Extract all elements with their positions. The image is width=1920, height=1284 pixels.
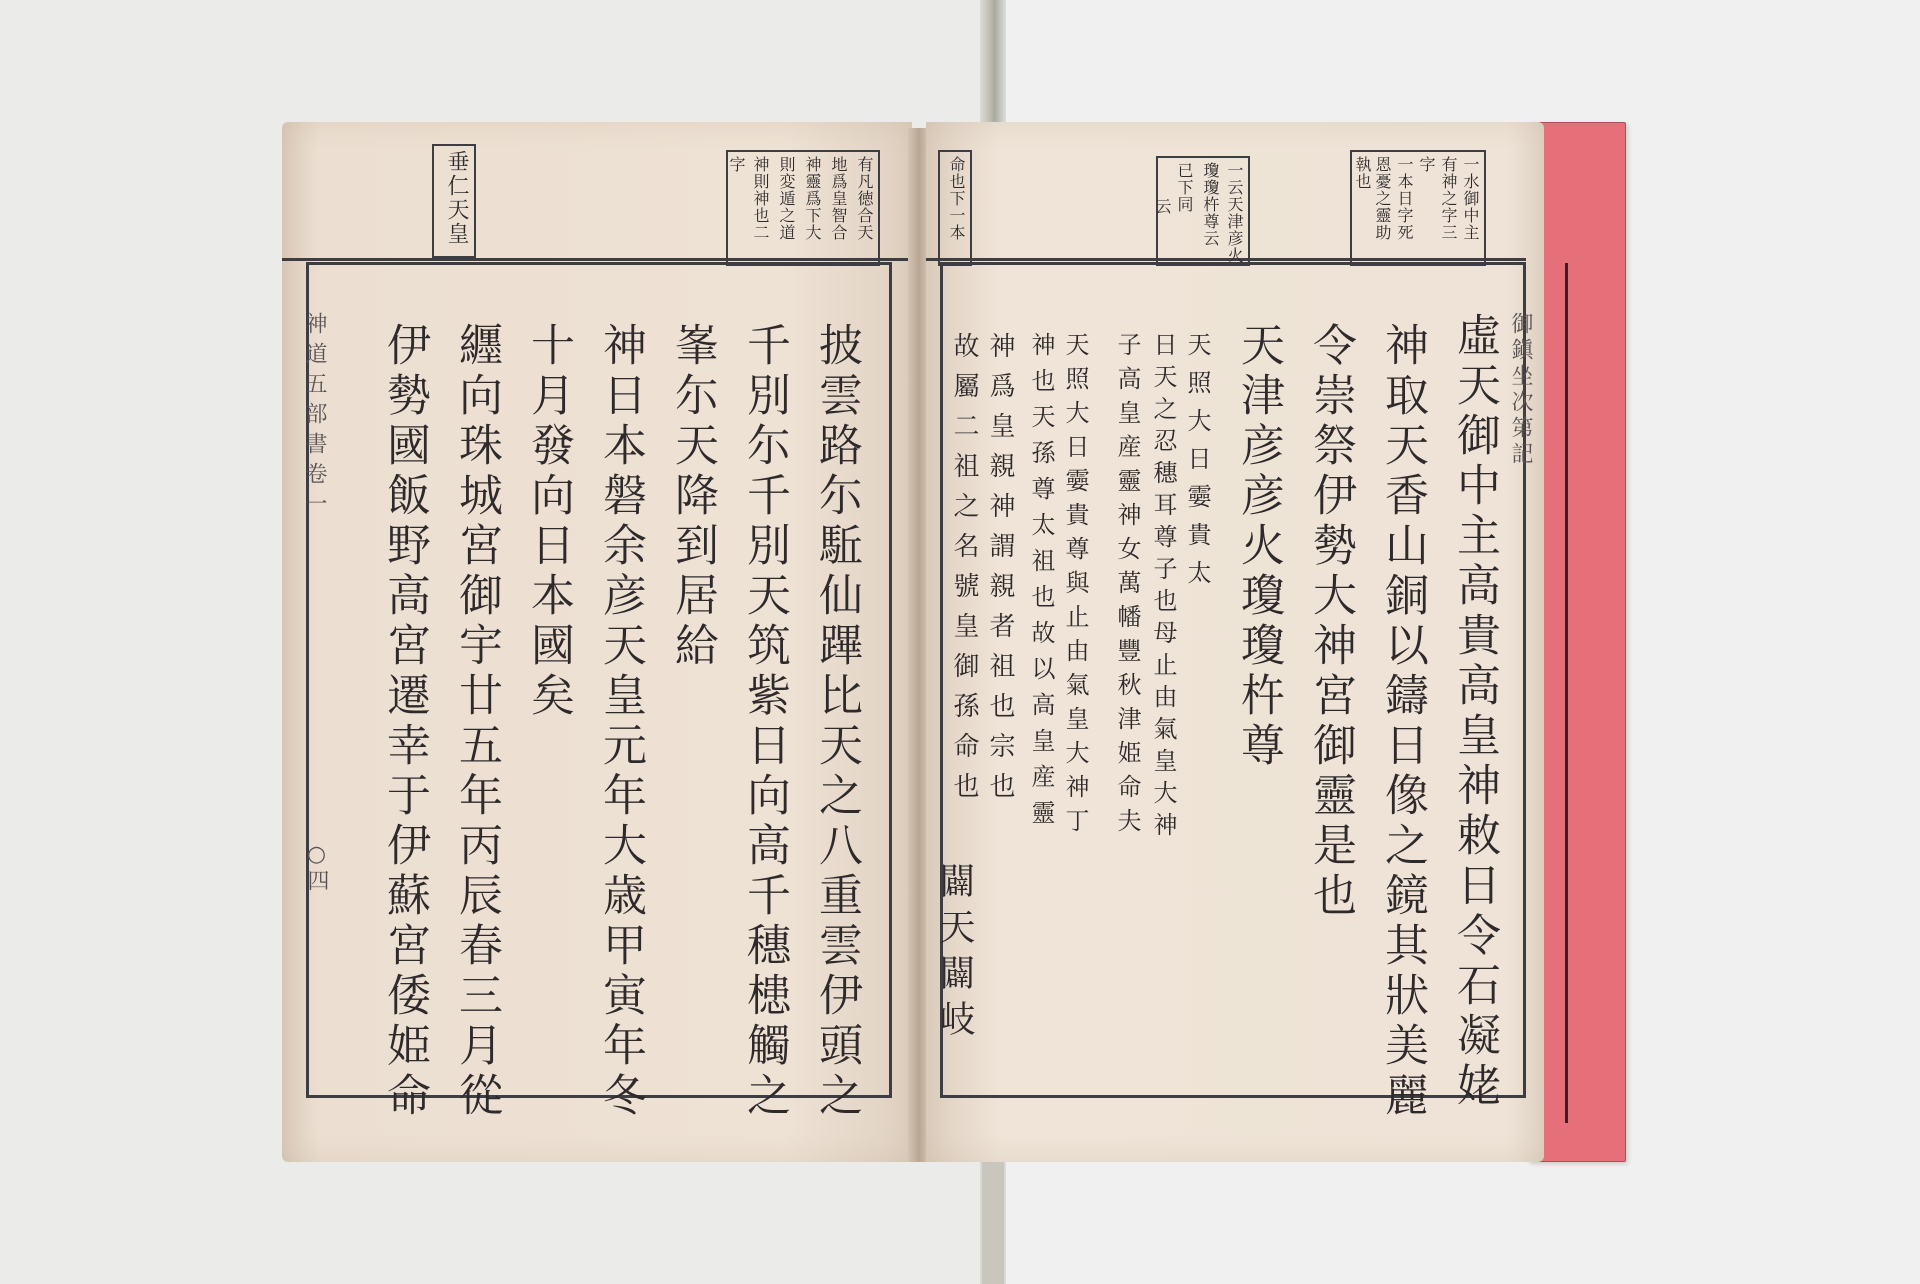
note-box — [938, 150, 972, 266]
note-line: 有神之字三 — [1439, 156, 1458, 241]
left-page[interactable] — [282, 122, 912, 1162]
note-box — [1350, 150, 1486, 266]
gutter-shadow — [982, 1160, 1004, 1284]
note-line: 字 — [727, 156, 746, 173]
text-column: 神取天香山銅以鑄日像之鏡其狀美麗 — [1377, 322, 1428, 1122]
text-column: 神日本磐余彦天皇元年大歳甲寅年冬 — [595, 322, 646, 1122]
text-column: 闢天闢岐 — [934, 862, 975, 1046]
note-line: 云 — [1153, 198, 1172, 215]
note-line: 神靈爲下大 — [803, 156, 822, 241]
text-column: 千別尓千別天筑紫日向高千穗槵觸之 — [739, 322, 790, 1122]
open-book — [282, 122, 1566, 1168]
right-page[interactable] — [926, 122, 1544, 1162]
commentary-column: 子高皇産靈神女萬幡豐秋津姫命夫 — [1113, 332, 1141, 842]
commentary-column: 天照大日孁貴太 — [1183, 332, 1211, 598]
text-column: 十月發向日本國矣 — [523, 322, 574, 722]
note-line: 一水御中主 — [1461, 156, 1480, 241]
text-column: 披雲路尓駈仙蹕比天之八重雲伊頭之 — [811, 322, 862, 1122]
note-line: 地爲皇智合 — [829, 156, 848, 241]
commentary-column: 日天之忍穗耳尊子也母止由氣皇大神 — [1149, 332, 1177, 844]
note-line: 一云天津彦火 — [1225, 162, 1244, 264]
note-line: 命也下一本 — [947, 156, 966, 241]
commentary-column: 神爲皇親神謂親者祖也宗也 — [985, 332, 1015, 812]
note-line: 有凡徳合天 — [855, 156, 874, 241]
commentary-column: 天照大日孁貴尊與止由氣皇大神丁 — [1061, 332, 1089, 842]
text-column: 令崇祭伊勢大神宮御靈是也 — [1305, 322, 1356, 922]
text-column: 纒向珠城宮御宇廿五年丙辰春三月從 — [451, 322, 502, 1122]
note-line: 字 — [1417, 156, 1436, 173]
text-column: 天津彦彦火瓊瓊杵尊 — [1233, 322, 1284, 772]
note-box — [1153, 156, 1250, 266]
note-line: 執也 — [1353, 156, 1372, 190]
note-line: 一本日字死 — [1395, 156, 1414, 241]
text-column: 峯尓天降到居給 — [667, 322, 718, 672]
text-column: 伊勢國飯野高宮遷幸于伊蘇宮倭姫命 — [379, 322, 430, 1122]
note-line: 神則神也二 — [751, 156, 770, 241]
note-line: 已下同 — [1175, 162, 1194, 213]
note-box — [726, 150, 880, 266]
margin-title: 神道五部書卷一 — [302, 312, 327, 522]
note-line: 則変遁之道 — [777, 156, 796, 241]
header-box — [432, 144, 476, 258]
emperor-label: 垂仁天皇 — [444, 150, 469, 246]
note-line: 恩憂之靈助 — [1373, 156, 1392, 241]
margin-title: 御鎭坐次第記 — [1508, 312, 1533, 468]
page-number: ○四 — [304, 842, 329, 893]
note-line: 瓊瓊杵尊云 — [1201, 162, 1220, 247]
text-column: 虛天御中主高貴高皇神敕日令石凝姥 — [1449, 312, 1500, 1112]
commentary-column: 神也天孫尊太祖也故以高皇産靈 — [1027, 332, 1055, 836]
commentary-column: 故屬二祖之名號皇御孫命也 — [949, 332, 979, 812]
